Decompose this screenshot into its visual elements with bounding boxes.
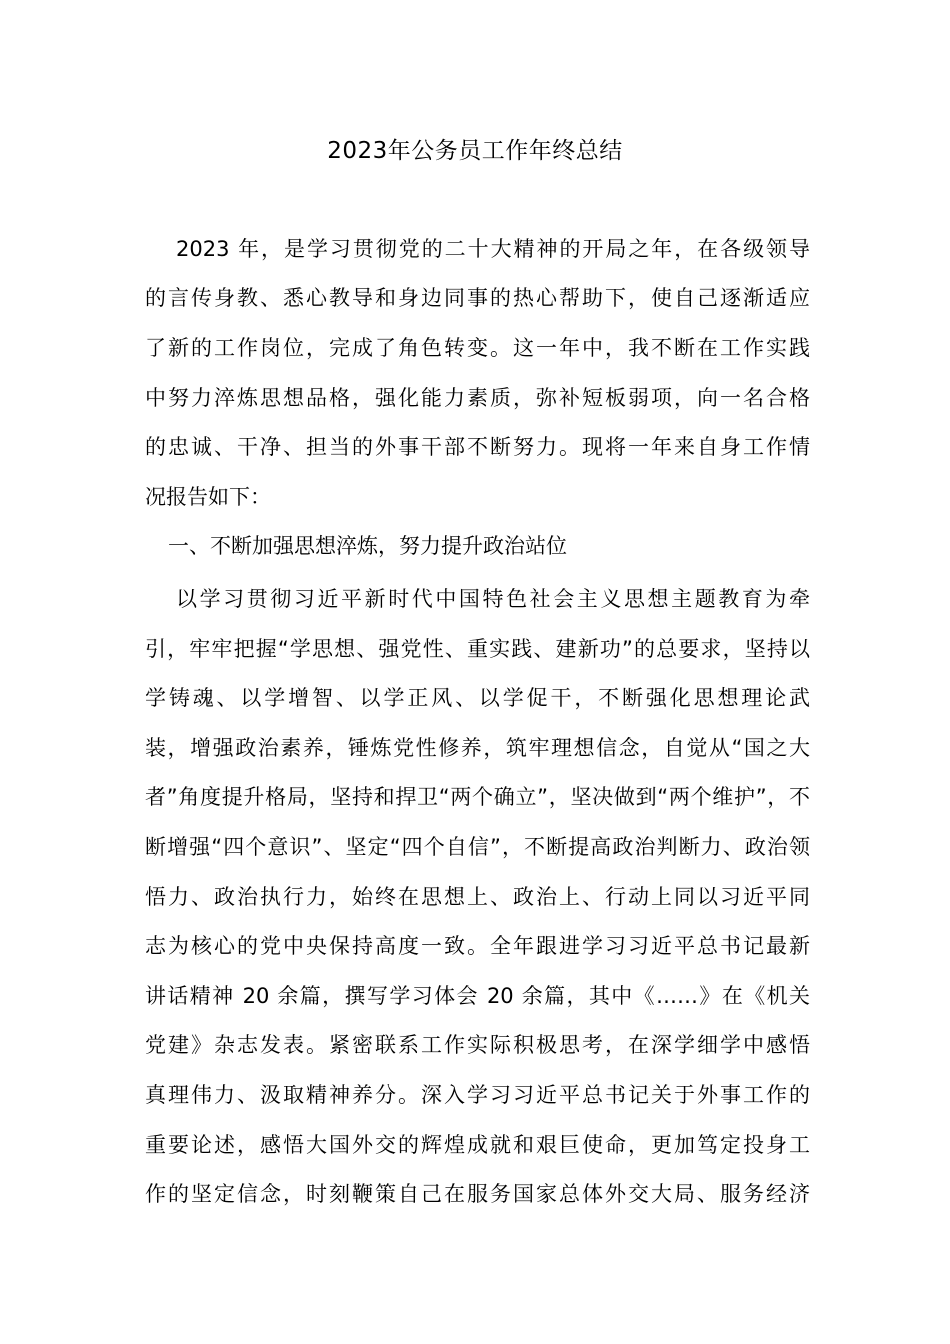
paragraph-2-line-9: 讲话精神 20 余篇，撰写学习体会 20 余篇，其中《……》在《机关: [145, 984, 810, 1008]
section-heading-1: 一、不断加强思想淬炼，努力提升政治站位: [168, 534, 567, 558]
paragraph-1-line-5: 的忠诚、干净、担当的外事干部不断努力。现将一年来自身工作情: [145, 435, 810, 459]
paragraph-1-line-3: 了新的工作岗位，完成了角色转变。这一年中，我不断在工作实践: [145, 336, 810, 360]
paragraph-2-line-7: 悟力、政治执行力，始终在思想上、政治上、行动上同以习近平同: [145, 885, 810, 909]
paragraph-1-line-6: 况报告如下：: [145, 485, 271, 509]
paragraph-2-line-4: 装，增强政治素养，锤炼党性修养，筑牢理想信念，自觉从“国之大: [145, 736, 810, 760]
paragraph-2-line-8: 志为核心的党中央保持高度一致。全年跟进学习习近平总书记最新: [145, 934, 810, 958]
paragraph-2-line-13: 作的坚定信念，时刻鞭策自己在服务国家总体外交大局、服务经济: [145, 1182, 810, 1206]
paragraph-2-line-12: 重要论述，感悟大国外交的辉煌成就和艰巨使命，更加笃定投身工: [145, 1133, 810, 1157]
paragraph-1-line-2: 的言传身教、悉心教导和身边同事的热心帮助下，使自己逐渐适应: [145, 286, 810, 310]
paragraph-2-line-6: 断增强“四个意识”、坚定“四个自信”，不断提高政治判断力、政治领: [145, 835, 810, 859]
paragraph-1-line-1: 2023 年，是学习贯彻党的二十大精神的开局之年，在各级领导: [176, 237, 810, 261]
paragraph-2-line-2: 引，牢牢把握“学思想、强党性、重实践、建新功”的总要求，坚持以: [145, 637, 810, 661]
paragraph-2-line-11: 真理伟力、汲取精神养分。深入学习习近平总书记关于外事工作的: [145, 1083, 810, 1107]
paragraph-2-line-1: 以学习贯彻习近平新时代中国特色社会主义思想主题教育为牵: [176, 587, 810, 611]
paragraph-2-line-3: 学铸魂、以学增智、以学正风、以学促干，不断强化思想理论武: [145, 686, 810, 710]
document-title: 2023年公务员工作年终总结: [327, 138, 623, 164]
paragraph-1-line-4: 中努力淬炼思想品格，强化能力素质，弥补短板弱项，向一名合格: [145, 386, 810, 410]
paragraph-2-line-10: 党建》杂志发表。紧密联系工作实际积极思考，在深学细学中感悟: [145, 1033, 810, 1057]
paragraph-2-line-5: 者”角度提升格局，坚持和捍卫“两个确立”，坚决做到“两个维护”，不: [145, 785, 810, 809]
